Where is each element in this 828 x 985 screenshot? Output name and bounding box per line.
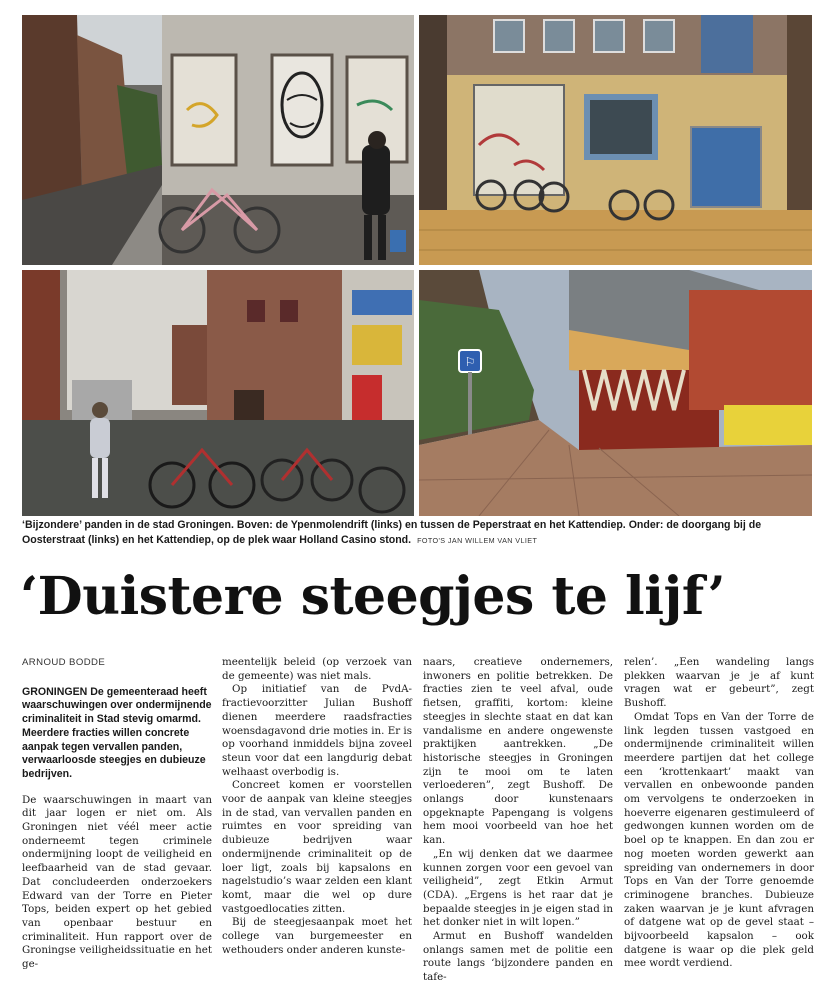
- photo-caption: [22, 518, 814, 548]
- article-column-3: [423, 656, 613, 985]
- paragraph: Concreet komen er voorstellen voor de aanpak van kleine steegjes in de stad, van vervallen panden en ruimtes en voor spreiding van dubieuze bedrijven waar ondermijnende criminaliteit op de loer ligt, zoals bij kapsalons en nagelstudio’s waar zelden een klant komt, maar die wel op dure vastgoedlocaties zitten.: [222, 779, 412, 915]
- pedestrian-sign-icon: ⚐: [464, 355, 476, 369]
- paragraph: De waarschuwingen in maart van dit jaar logen er niet om. Als Groningen niet véél meer actie onderneemt tegen criminele ondermijning loopt de veiligheid en leefbaarheid van de stad gevaar. Dat concludeerden onderzoekers Edward van der Torre en Pieter Tops, beiden expert op het gebied van openbaar bestuur en criminaliteit. Hun rapport over de Groningse veiligheidssituatie en het ge-: [22, 793, 212, 971]
- article-column-4: [624, 656, 814, 971]
- paragraph: Op initiatief van de PvdA-fractievoorzitter Julian Bushoff dienen meerdere raadsfracties woensdagavond drie moties in. Er is op voorhand inmiddels bijna zoveel steun voor dat een langdurig debat welhaast overbodig is.: [222, 683, 412, 778]
- paragraph: „En wij denken dat we daarmee kunnen zorgen voor een gevoel van veiligheid”, zegt Etkin Armut (CDA). „Ergens is het raar dat je bepaalde steegjes in je eigen stad in het donker niet in wilt lopen.”: [423, 847, 613, 929]
- paragraph: Armut en Bushoff wandelden onlangs samen met de politie een route langs ‘bijzondere panden en tafe-: [423, 930, 613, 984]
- paragraph: meentelijk beleid (op verzoek van de gemeente) was niet mals.: [222, 656, 412, 682]
- paragraph: Omdat Tops en Van der Torre de link legden tussen vastgoed en ondermijnende criminaliteit willen meerdere partijen dat het college een ‘krottenkaart’ maakt van vervallen en onbewoonde panden om vervolgens te onderzoeken in hoeverre eigenaren gestimuleerd of gedwongen kunnen worden om de boel op te knappen. En dan zou er nog moeten worden gewerkt aan spreiding van ondernemers in door Tops en Van der Torre genoemde criminogene branches. Dubieuze zaken waarvan je je kunt afvragen of datgene wat op de gevel staat – bijvoorbeeld kapsalon – ook datgene is waar op die plek geld mee wordt verdiend.: [624, 710, 814, 970]
- photo-ypenmolendrift: [22, 15, 414, 265]
- article-column-2: [222, 656, 412, 957]
- article-column-1: [22, 656, 212, 972]
- photo-oosterstraat-doorgang: [22, 270, 414, 516]
- photo-kattendiep-holland-casino: [419, 270, 812, 516]
- article-lead: GRONINGEN De gemeenteraad heeft waarschuwingen over ondermijnende criminaliteit in Stad stevig omarmd. Meerdere fracties willen concrete aanpak tegen vervallen panden, verwaarloosde steegjes en dubieuze bedrijven.: [22, 685, 212, 780]
- paragraph: naars, creatieve ondernemers, inwoners en politie betrekken. De fracties zien te veel afval, oude fietsen, graffiti, kortom: kleine steegjes in slechte staat en dat kan vandalisme en andere ongewenste praktijken aantrekken. „De historische steegjes in Groningen zijn te mooi om te laten verloederen”, zegt Bushoff. De onlangs door kunstenaars opgeknapte Papengang is volgens hem mooi voorbeeld van hoe het kan.: [423, 656, 613, 847]
- paragraph: Bij de steegjesaanpak moet het college van burgemeester en wethouders onder anderen kunste-: [222, 916, 412, 956]
- author-byline: ARNOUD BODDE: [22, 657, 106, 668]
- caption-text: ‘Bijzondere’ panden in de stad Groningen. Boven: de Ypenmolendrift (links) en tussen de Peperstraat en het Kattendiep. Onder: de doorgang bij de Oosterstraat (links) en het Kattendiep, op de plek waar Holland Casino stond.: [22, 519, 762, 546]
- photo-peperstraat-kattendiep: [419, 15, 812, 265]
- paragraph: relen’. „Een wandeling langs plekken waarvan je je af kunt vragen wat er gebeurt”, zegt Bushoff.: [624, 656, 814, 710]
- headline: ‘Duistere steegjes te lijf’: [20, 566, 726, 627]
- photo-credit: FOTO'S JAN WILLEM VAN VLIET: [417, 536, 538, 545]
